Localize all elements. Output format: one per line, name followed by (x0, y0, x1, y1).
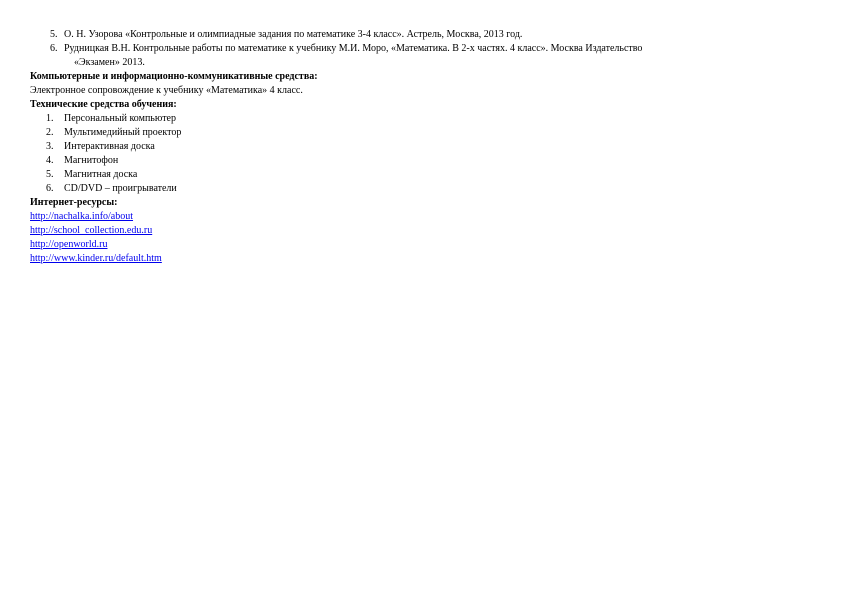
reference-text-line1: Рудницкая В.Н. Контрольные работы по математике к учебнику М.И. Моро, «Математика. В 2-х частях. 4 класс». Москва Издательство (64, 43, 643, 54)
reference-number: 6. (50, 43, 58, 54)
list-item-number: 4. (46, 155, 54, 166)
list-item-label: Интерактивная доска (64, 141, 155, 152)
reference-number: 5. (50, 29, 58, 40)
list-item-label: Персональный компьютер (64, 113, 176, 124)
list-item-label: Мультимедийный проектор (64, 127, 182, 138)
link-nachalka[interactable]: http://nachalka.info/about (30, 211, 134, 222)
reference-text: О. Н. Узорова «Контрольные и олимпиадные задания по математике 3-4 класс». Астрель, Москва, 2013 год. (64, 29, 523, 40)
ict-text: Электронное сопровождение к учебнику «Математика» 4 класс. (30, 85, 303, 96)
ict-heading: Компьютерные и информационно-коммуникативные средства: (30, 71, 318, 82)
reference-list (30, 28, 820, 70)
list-item-label: CD/DVD – проигрыватели (64, 183, 177, 194)
internet-heading: Интернет-ресурсы: (30, 197, 118, 208)
list-item-number: 2. (46, 127, 54, 138)
list-item (30, 168, 820, 182)
list-item (30, 224, 820, 238)
list-item (30, 140, 820, 154)
list-item-number: 6. (46, 183, 54, 194)
list-item (30, 154, 820, 168)
list-item (30, 210, 820, 224)
list-item-number: 3. (46, 141, 54, 152)
technical-heading: Технические средства обучения: (30, 99, 177, 110)
list-item (30, 252, 820, 266)
reference-item (30, 42, 820, 70)
list-item (30, 112, 820, 126)
list-item (30, 238, 820, 252)
reference-text (64, 42, 820, 70)
list-item-number: 5. (46, 169, 54, 180)
document-content (30, 28, 820, 266)
link-school-collection[interactable]: http://school_collection.edu.ru (30, 225, 153, 236)
link-kinder[interactable]: http://www.kinder.ru/default.htm (30, 253, 162, 264)
technical-list (30, 112, 820, 196)
list-item (30, 126, 820, 140)
list-item (30, 182, 820, 196)
list-item-number: 1. (46, 113, 54, 124)
reference-item (30, 28, 820, 42)
reference-text-line2: «Экзамен» 2013. (74, 57, 145, 68)
list-item-label: Магнитофон (64, 155, 119, 166)
internet-links-list (30, 210, 820, 266)
list-item-label: Магнитная доска (64, 169, 138, 180)
link-openworld[interactable]: http://openworld.ru (30, 239, 108, 250)
